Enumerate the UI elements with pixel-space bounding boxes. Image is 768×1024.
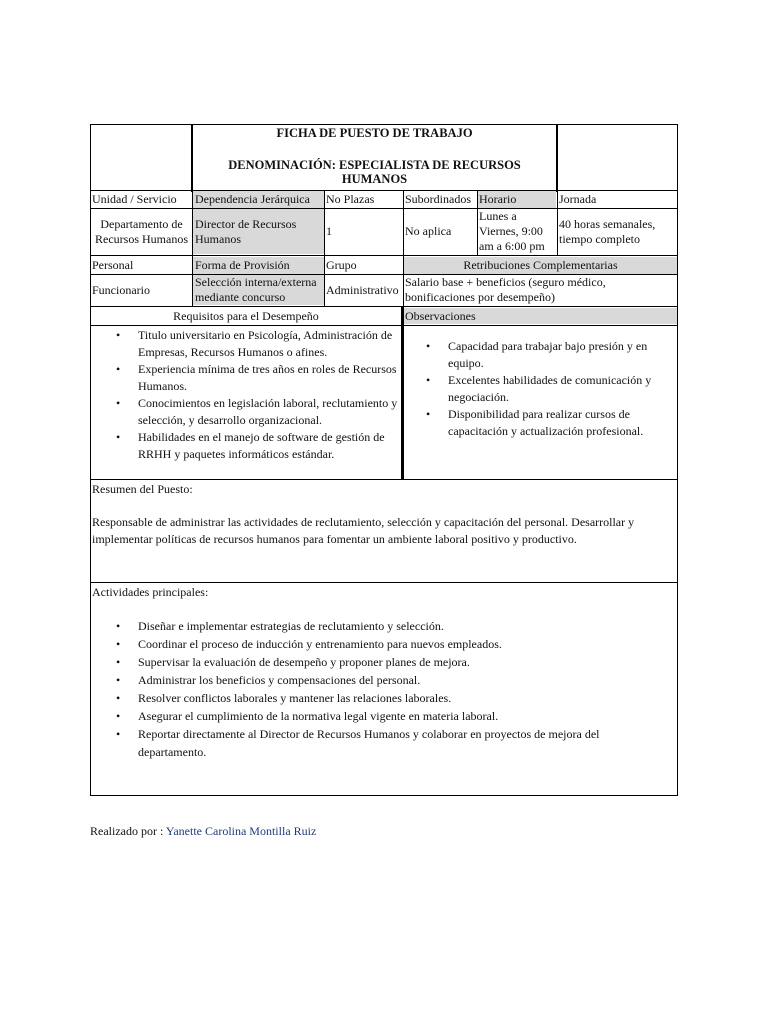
resumen-label: Resumen del Puesto: (92, 482, 193, 496)
value-unidad-servicio: Departamento de Recursos Humanos (95, 217, 188, 246)
form-title: FICHA DE PUESTO DE TRABAJO (276, 126, 473, 140)
list-item: • Diseñar e implementar estrategias de reclutamiento y selección. (112, 617, 657, 635)
value-subordinados: No aplica (405, 224, 452, 238)
header-subordinados: Subordinados (405, 192, 471, 206)
list-item: • Capacidad para trabajar bajo presión y en equipo. (422, 338, 672, 372)
value-horario: Lunes a Viernes, 9:00 am a 6:00 pm (479, 209, 545, 253)
value-retribuciones: Salario base + beneficios (seguro médico, bonificaciones por desempeño) (405, 275, 606, 304)
actividades-label: Actividades principales: (92, 585, 209, 599)
list-item: • Administrar los beneficios y compensaciones del personal. (112, 671, 657, 689)
job-denomination: DENOMINACIÓN: ESPECIALISTA DE RECURSOS HUMANOS (228, 158, 521, 186)
header-grupo: Grupo (326, 258, 357, 272)
footer (90, 824, 316, 839)
observaciones-list (422, 338, 672, 440)
value-jornada: 40 horas semanales, tiempo completo (559, 217, 656, 246)
author-name: Yanette Carolina Montilla Ruiz (165, 824, 317, 838)
list-item: • Habilidades en el manejo de software de gestión de RRHH y paquetes informáticos estándar. (112, 429, 400, 463)
value-forma-provision: Selección interna/externa mediante concurso (195, 275, 317, 304)
list-item: • Coordinar el proceso de inducción y entrenamiento para nuevos empleados. (112, 635, 657, 653)
footer-label: Realizado por : (90, 824, 166, 838)
header-unidad-servicio: Unidad / Servicio (92, 192, 177, 206)
value-no-plazas: 1 (326, 224, 332, 238)
header-personal: Personal (92, 258, 134, 272)
list-item: • Titulo universitario en Psicología, Administración de Empresas, Recursos Humanos o afines. (112, 327, 400, 361)
value-personal: Funcionario (92, 283, 150, 297)
list-item: • Resolver conflictos laborales y mantener las relaciones laborales. (112, 689, 657, 707)
header-dependencia: Dependencia Jerárquica (195, 192, 310, 206)
actividades-list (112, 617, 657, 761)
value-dependencia: Director de Recursos Humanos (195, 217, 297, 246)
list-item: • Experiencia mínima de tres años en roles de Recursos Humanos. (112, 361, 400, 395)
header-horario: Horario (479, 192, 517, 206)
requisitos-list (112, 327, 400, 463)
header-no-plazas: No Plazas (326, 192, 375, 206)
requisitos-title: Requisitos para el Desempeño (173, 309, 319, 323)
resumen-text: Responsable de administrar las actividades de reclutamiento, selección y capacitación del personal. Desarrollar y implementar políticas de recursos humanos para fomentar un ambiente laboral positivo y productivo. (92, 515, 635, 546)
list-item: • Supervisar la evaluación de desempeño y proponer planes de mejora. (112, 653, 657, 671)
list-item: • Conocimientos en legislación laboral, reclutamiento y selección, y desarrollo organizacional. (112, 395, 400, 429)
list-item: • Asegurar el cumplimiento de la normativa legal vigente en materia laboral. (112, 707, 657, 725)
header-forma-provision: Forma de Provisión (195, 258, 290, 272)
value-grupo: Administrativo (326, 283, 399, 297)
list-item: • Reportar directamente al Director de Recursos Humanos y colaborar en proyectos de mejora del departamento. (112, 725, 657, 761)
header-jornada: Jornada (559, 192, 597, 206)
list-item: • Excelentes habilidades de comunicación y negociación. (422, 372, 672, 406)
header-retribuciones: Retribuciones Complementarias (463, 258, 618, 272)
list-item: • Disponibilidad para realizar cursos de capacitación y actualización profesional. (422, 406, 672, 440)
observaciones-title: Observaciones (405, 309, 476, 323)
